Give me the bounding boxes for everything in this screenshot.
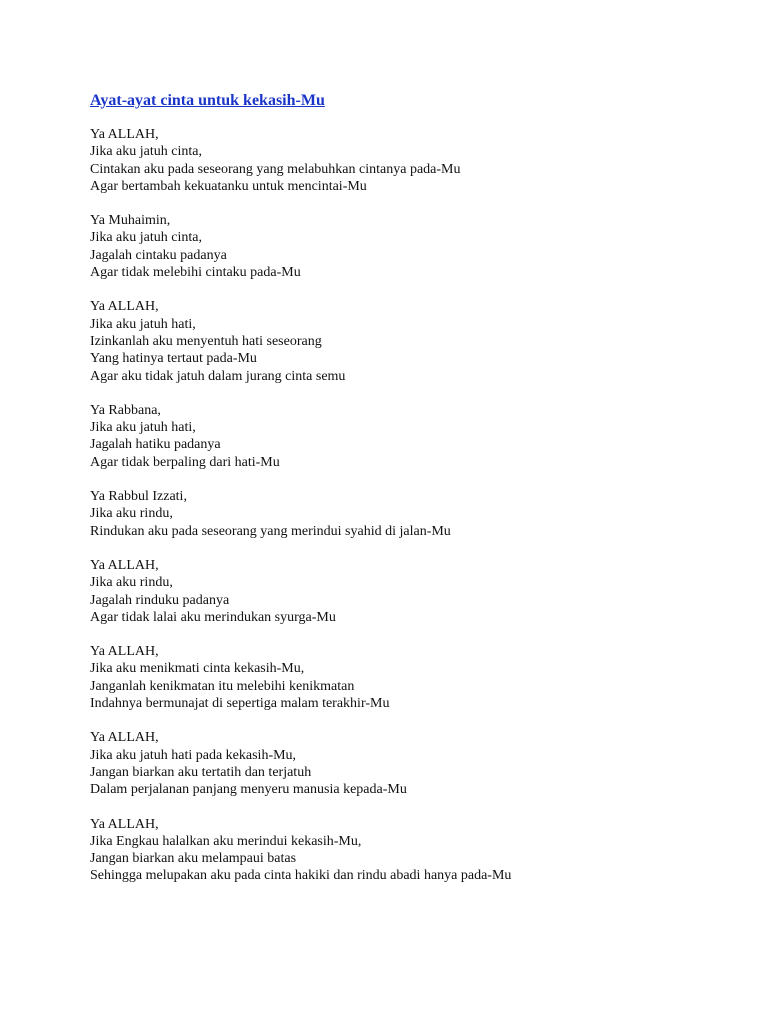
poem-line: Rindukan aku pada seseorang yang merindui syahid di jalan-Mu [90,523,451,539]
poem-body [90,126,730,885]
poem-line: Jika aku jatuh hati, [90,316,196,332]
poem-line: Jika Engkau halalkan aku merindui kekasih-Mu, [90,833,362,849]
poem-line: Jangan biarkan aku tertatih dan terjatuh [90,764,312,780]
poem-line: Jagalah cintaku padanya [90,247,227,263]
poem-line: Jika aku rindu, [90,506,173,522]
poem-line: Agar tidak berpaling dari hati-Mu [90,454,280,470]
poem-stanza [90,298,730,384]
poem-stanza [90,212,730,281]
poem-stanza [90,729,730,798]
poem-line: Agar tidak lalai aku merindukan syurga-Mu [90,609,336,625]
poem-line: Agar tidak melebihi cintaku pada-Mu [90,265,301,281]
poem-line: Jangan biarkan aku melampaui batas [90,851,297,867]
poem-line: Dalam perjalanan panjang menyeru manusia kepada-Mu [90,782,407,798]
poem-line: Ya ALLAH, [90,816,159,832]
poem-line: Jika aku jatuh cinta, [90,230,202,246]
poem-line: Agar aku tidak jatuh dalam jurang cinta semu [90,368,346,384]
document-title-link[interactable]: Ayat-ayat cinta untuk kekasih-Mu [90,92,325,109]
poem-stanza [90,557,730,626]
poem-line: Jagalah rinduku padanya [90,592,230,608]
poem-line: Jagalah hatiku padanya [90,437,221,453]
poem-line: Jika aku jatuh hati, [90,420,196,436]
poem-line: Jika aku menikmati cinta kekasih-Mu, [90,661,305,677]
poem-line: Cintakan aku pada seseorang yang melabuhkan cintanya pada-Mu [90,161,461,177]
poem-line: Indahnya bermunajat di sepertiga malam terakhir-Mu [90,696,390,712]
poem-line: Jika aku rindu, [90,575,173,591]
poem-line: Ya ALLAH, [90,299,159,315]
poem-line: Ya ALLAH, [90,127,159,142]
poem-line: Jika aku jatuh hati pada kekasih-Mu, [90,747,297,763]
poem-stanza [90,126,730,195]
poem-stanza [90,643,730,712]
poem-stanza [90,816,730,885]
poem-line: Janganlah kenikmatan itu melebihi kenikmatan [90,678,355,694]
document-page [90,90,730,902]
poem-line: Ya ALLAH, [90,644,159,660]
poem-line: Izinkanlah aku menyentuh hati seseorang [90,333,322,349]
poem-line: Ya Muhaimin, [90,213,171,229]
poem-line: Ya ALLAH, [90,557,159,573]
poem-line: Yang hatinya tertaut pada-Mu [90,351,257,367]
poem-stanza [90,402,730,471]
poem-line: Agar bertambah kekuatanku untuk mencintai-Mu [90,178,367,194]
poem-stanza [90,488,730,540]
poem-line: Ya ALLAH, [90,730,159,746]
poem-line: Sehingga melupakan aku pada cinta hakiki dan rindu abadi hanya pada-Mu [90,868,512,884]
poem-line: Ya Rabbul Izzati, [90,489,187,505]
poem-line: Jika aku jatuh cinta, [90,144,202,160]
poem-line: Ya Rabbana, [90,402,161,418]
